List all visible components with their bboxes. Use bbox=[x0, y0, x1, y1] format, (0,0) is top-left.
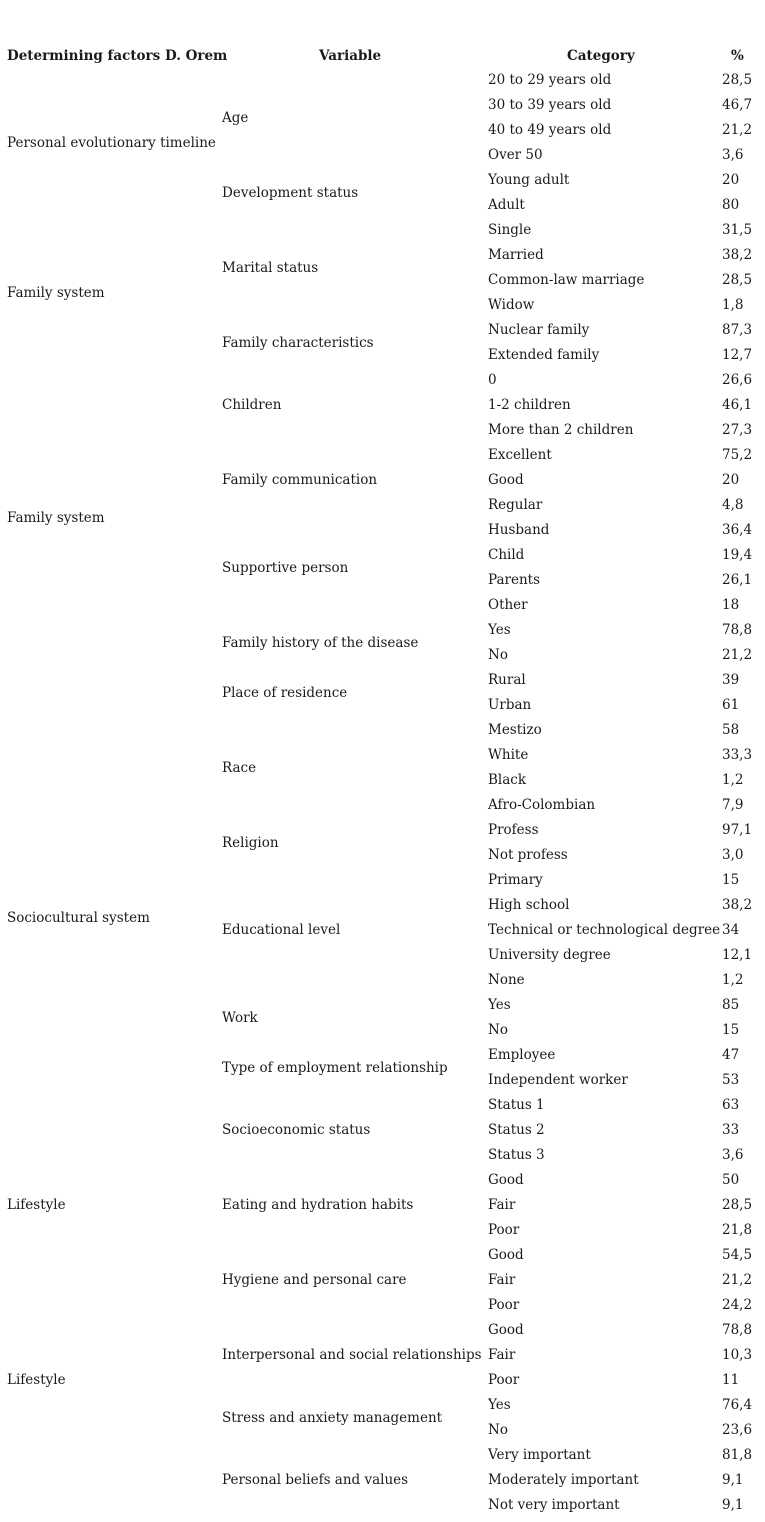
percent-cell: 10,3 bbox=[722, 1347, 753, 1363]
percent-cell: 1,2 bbox=[722, 772, 744, 788]
percent-cell: 15 bbox=[722, 872, 740, 888]
factor-cell: Personal evolutionary timeline bbox=[7, 134, 216, 151]
percent-cell: 3,0 bbox=[722, 847, 744, 863]
percent-cell: 9,1 bbox=[722, 1497, 744, 1513]
category-cell: More than 2 children bbox=[488, 422, 634, 438]
percent-cell: 81,8 bbox=[722, 1447, 753, 1463]
percent-cell: 33,3 bbox=[722, 747, 753, 763]
percent-cell: 28,5 bbox=[722, 1197, 753, 1213]
category-cell: Married bbox=[488, 247, 544, 263]
category-cell: Single bbox=[488, 222, 532, 238]
percent-cell: 28,5 bbox=[722, 72, 753, 88]
percent-cell: 50 bbox=[722, 1172, 740, 1188]
category-cell: Good bbox=[488, 472, 524, 488]
category-cell: Employee bbox=[488, 1047, 556, 1063]
category-cell: Status 1 bbox=[488, 1097, 545, 1113]
variable-cell: Supportive person bbox=[222, 559, 349, 576]
category-cell: Over 50 bbox=[488, 147, 543, 163]
category-cell: Good bbox=[488, 1172, 524, 1188]
category-cell: 0 bbox=[488, 372, 497, 388]
category-cell: Afro-Colombian bbox=[488, 797, 596, 813]
percent-cell: 46,1 bbox=[722, 397, 753, 413]
percent-cell: 80 bbox=[722, 197, 740, 213]
variable-cell: Children bbox=[222, 397, 282, 413]
percent-cell: 85 bbox=[722, 997, 740, 1013]
percent-cell: 21,8 bbox=[722, 1222, 753, 1238]
header-variable: Variable bbox=[319, 48, 382, 64]
category-cell: Excellent bbox=[488, 447, 552, 463]
category-cell: No bbox=[488, 647, 508, 663]
factor-cell: Lifestyle bbox=[7, 1372, 66, 1388]
percent-cell: 34 bbox=[722, 922, 740, 938]
category-cell: Regular bbox=[488, 497, 543, 513]
variable-cell: Age bbox=[222, 109, 249, 126]
percent-cell: 38,2 bbox=[722, 247, 753, 263]
percent-cell: 27,3 bbox=[722, 422, 753, 438]
category-cell: Good bbox=[488, 1322, 524, 1338]
percent-cell: 33 bbox=[722, 1122, 740, 1138]
category-cell: Other bbox=[488, 597, 528, 613]
variable-cell: Family characteristics bbox=[222, 334, 374, 351]
category-cell: No bbox=[488, 1422, 508, 1438]
percent-cell: 12,1 bbox=[722, 947, 753, 963]
percent-cell: 78,8 bbox=[722, 1322, 753, 1338]
category-cell: Not profess bbox=[488, 847, 568, 863]
percent-cell: 1,8 bbox=[722, 297, 744, 313]
percent-cell: 58 bbox=[722, 722, 740, 738]
category-cell: Rural bbox=[488, 672, 526, 688]
category-cell: Widow bbox=[488, 297, 535, 313]
category-cell: Yes bbox=[488, 1397, 511, 1413]
category-cell: Fair bbox=[488, 1197, 516, 1213]
percent-cell: 24,2 bbox=[722, 1297, 753, 1313]
category-cell: Fair bbox=[488, 1347, 516, 1363]
category-cell: University degree bbox=[488, 947, 611, 963]
variable-cell: Socioeconomic status bbox=[222, 1122, 371, 1138]
percent-cell: 75,2 bbox=[722, 447, 753, 463]
category-cell: Technical or technological degree bbox=[488, 922, 721, 938]
variable-cell: Family communication bbox=[222, 472, 378, 488]
percent-cell: 36,4 bbox=[722, 522, 753, 538]
percent-cell: 26,1 bbox=[722, 572, 753, 588]
category-cell: Primary bbox=[488, 872, 543, 888]
variable-cell: Place of residence bbox=[222, 684, 348, 701]
category-cell: Parents bbox=[488, 572, 541, 588]
percent-cell: 11 bbox=[722, 1372, 740, 1388]
variable-cell: Type of employment relationship bbox=[222, 1059, 448, 1076]
percent-cell: 46,7 bbox=[722, 97, 753, 113]
percent-cell: 63 bbox=[722, 1097, 740, 1113]
category-cell: Child bbox=[488, 547, 525, 563]
percent-cell: 23,6 bbox=[722, 1422, 753, 1438]
category-cell: High school bbox=[488, 897, 570, 913]
category-cell: White bbox=[488, 747, 529, 763]
percent-cell: 21,2 bbox=[722, 647, 753, 663]
category-cell: Adult bbox=[488, 197, 525, 213]
percent-cell: 87,3 bbox=[722, 322, 753, 338]
category-cell: Urban bbox=[488, 697, 532, 713]
category-cell: Poor bbox=[488, 1297, 520, 1313]
category-cell: 20 to 29 years old bbox=[488, 72, 612, 88]
variable-cell: Eating and hydration habits bbox=[222, 1197, 414, 1213]
variable-cell: Educational level bbox=[222, 922, 341, 938]
percent-cell: 97,1 bbox=[722, 822, 753, 838]
percent-cell: 26,6 bbox=[722, 372, 753, 388]
category-cell: Independent worker bbox=[488, 1072, 628, 1088]
percent-cell: 39 bbox=[722, 672, 740, 688]
category-cell: Status 3 bbox=[488, 1147, 545, 1163]
percent-cell: 7,9 bbox=[722, 797, 744, 813]
category-cell: Fair bbox=[488, 1272, 516, 1288]
percent-cell: 18 bbox=[722, 597, 740, 613]
percent-cell: 61 bbox=[722, 697, 740, 713]
category-cell: Extended family bbox=[488, 347, 600, 363]
percent-cell: 38,2 bbox=[722, 897, 753, 913]
percent-cell: 53 bbox=[722, 1072, 740, 1088]
category-cell: Mestizo bbox=[488, 722, 542, 738]
category-cell: Poor bbox=[488, 1372, 520, 1388]
category-cell: Yes bbox=[488, 622, 511, 638]
category-cell: Profess bbox=[488, 822, 539, 838]
percent-cell: 19,4 bbox=[722, 547, 753, 563]
category-cell: Nuclear family bbox=[488, 322, 590, 338]
variable-cell: Interpersonal and social relationships bbox=[222, 1347, 482, 1363]
category-cell: Yes bbox=[488, 997, 511, 1013]
header-category: Category bbox=[567, 48, 635, 64]
percent-cell: 9,1 bbox=[722, 1472, 744, 1488]
factor-cell: Family system bbox=[7, 509, 105, 526]
category-cell: Very important bbox=[488, 1447, 591, 1463]
variable-cell: Stress and anxiety management bbox=[222, 1409, 443, 1426]
percent-cell: 21,2 bbox=[722, 1272, 753, 1288]
category-cell: 30 to 39 years old bbox=[488, 97, 612, 113]
category-cell: Black bbox=[488, 772, 527, 788]
percent-cell: 76,4 bbox=[722, 1397, 753, 1413]
percent-cell: 3,6 bbox=[722, 147, 744, 163]
category-cell: Status 2 bbox=[488, 1122, 545, 1138]
percent-cell: 1,2 bbox=[722, 972, 744, 988]
variable-cell: Family history of the disease bbox=[222, 634, 419, 651]
category-cell: Common-law marriage bbox=[488, 272, 645, 288]
percent-cell: 20 bbox=[722, 472, 740, 488]
category-cell: Good bbox=[488, 1247, 524, 1263]
percent-cell: 12,7 bbox=[722, 347, 753, 363]
category-cell: 1-2 children bbox=[488, 397, 571, 413]
category-cell: 40 to 49 years old bbox=[488, 122, 612, 138]
category-cell: Poor bbox=[488, 1222, 520, 1238]
percent-cell: 21,2 bbox=[722, 122, 753, 138]
category-cell: Husband bbox=[488, 522, 550, 538]
variable-cell: Personal beliefs and values bbox=[222, 1472, 409, 1488]
variable-cell: Religion bbox=[222, 834, 279, 851]
percent-cell: 78,8 bbox=[722, 622, 753, 638]
factor-cell: Lifestyle bbox=[7, 1197, 66, 1213]
percent-cell: 4,8 bbox=[722, 497, 744, 513]
category-cell: No bbox=[488, 1022, 508, 1038]
header-factor: Determining factors D. Orem bbox=[7, 48, 228, 64]
category-cell: Young adult bbox=[488, 172, 570, 188]
factor-cell: Family system bbox=[7, 284, 105, 301]
category-cell: None bbox=[488, 972, 525, 988]
variable-cell: Marital status bbox=[222, 259, 319, 276]
percent-cell: 47 bbox=[722, 1047, 740, 1063]
variable-cell: Race bbox=[222, 759, 257, 776]
variable-cell: Work bbox=[222, 1009, 258, 1026]
percent-cell: 3,6 bbox=[722, 1147, 744, 1163]
factor-cell: Sociocultural system bbox=[7, 909, 150, 926]
header-percent: % bbox=[731, 48, 744, 64]
percent-cell: 15 bbox=[722, 1022, 740, 1038]
category-cell: Not very important bbox=[488, 1497, 620, 1513]
percent-cell: 28,5 bbox=[722, 272, 753, 288]
percent-cell: 31,5 bbox=[722, 222, 753, 238]
category-cell: Moderately important bbox=[488, 1472, 639, 1488]
percent-cell: 20 bbox=[722, 172, 740, 188]
percent-cell: 54,5 bbox=[722, 1247, 753, 1263]
variable-cell: Hygiene and personal care bbox=[222, 1272, 407, 1288]
variable-cell: Development status bbox=[222, 184, 359, 201]
